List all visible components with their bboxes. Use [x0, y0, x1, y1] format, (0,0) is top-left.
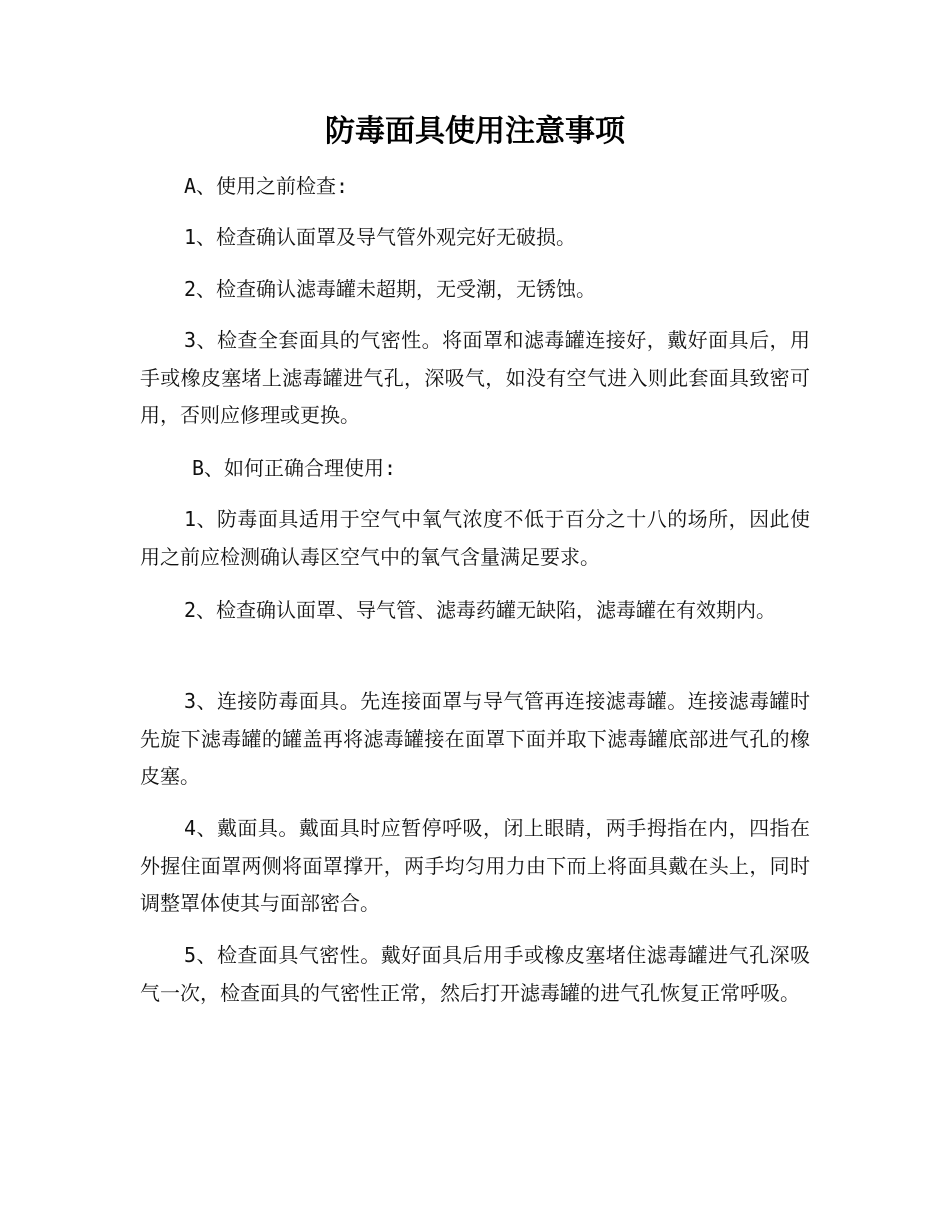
page-title: 防毒面具使用注意事项: [325, 114, 625, 149]
section-b-heading: B、如何正确合理使用:: [192, 456, 397, 480]
section-b-item-4: 4、戴面具。戴面具时应暂停呼吸，闭上眼睛，两手拇指在内，四指在外握住面罩两侧将面罩撑开，两手均匀用力由下而上将面具戴在头上，同时调整罩体使其与面部密合。: [140, 816, 810, 915]
section-a-item-2: 2、检查确认滤毒罐未超期，无受潮，无锈蚀。: [184, 277, 597, 301]
section-b-item-5: 5、检查面具气密性。戴好面具后用手或橡皮塞堵住滤毒罐进气孔深吸气一次，检查面具的气密性正常，然后打开滤毒罐的进气孔恢复正常呼吸。: [140, 943, 810, 1005]
section-a-item-1: 1、检查确认面罩及导气管外观完好无破损。: [184, 225, 577, 249]
section-b-item-3: 3、连接防毒面具。先连接面罩与导气管再连接滤毒罐。连接滤毒罐时先旋下滤毒罐的罐盖再将滤毒罐接在面罩下面并取下滤毒罐底部进气孔的橡皮塞。: [140, 689, 810, 788]
section-b-item-1: 1、防毒面具适用于空气中氧气浓度不低于百分之十八的场所，因此使用之前应检测确认毒区空气中的氧气含量满足要求。: [140, 507, 810, 569]
section-a-item-3: 3、检查全套面具的气密性。将面罩和滤毒罐连接好，戴好面具后，用手或橡皮塞堵上滤毒罐进气孔，深吸气，如没有空气进入则此套面具致密可用，否则应修理或更换。: [140, 328, 810, 427]
section-b-item-2: 2、检查确认面罩、导气管、滤毒药罐无缺陷，滤毒罐在有效期内。: [184, 598, 777, 622]
section-a-heading: A、使用之前检查:: [184, 174, 349, 198]
